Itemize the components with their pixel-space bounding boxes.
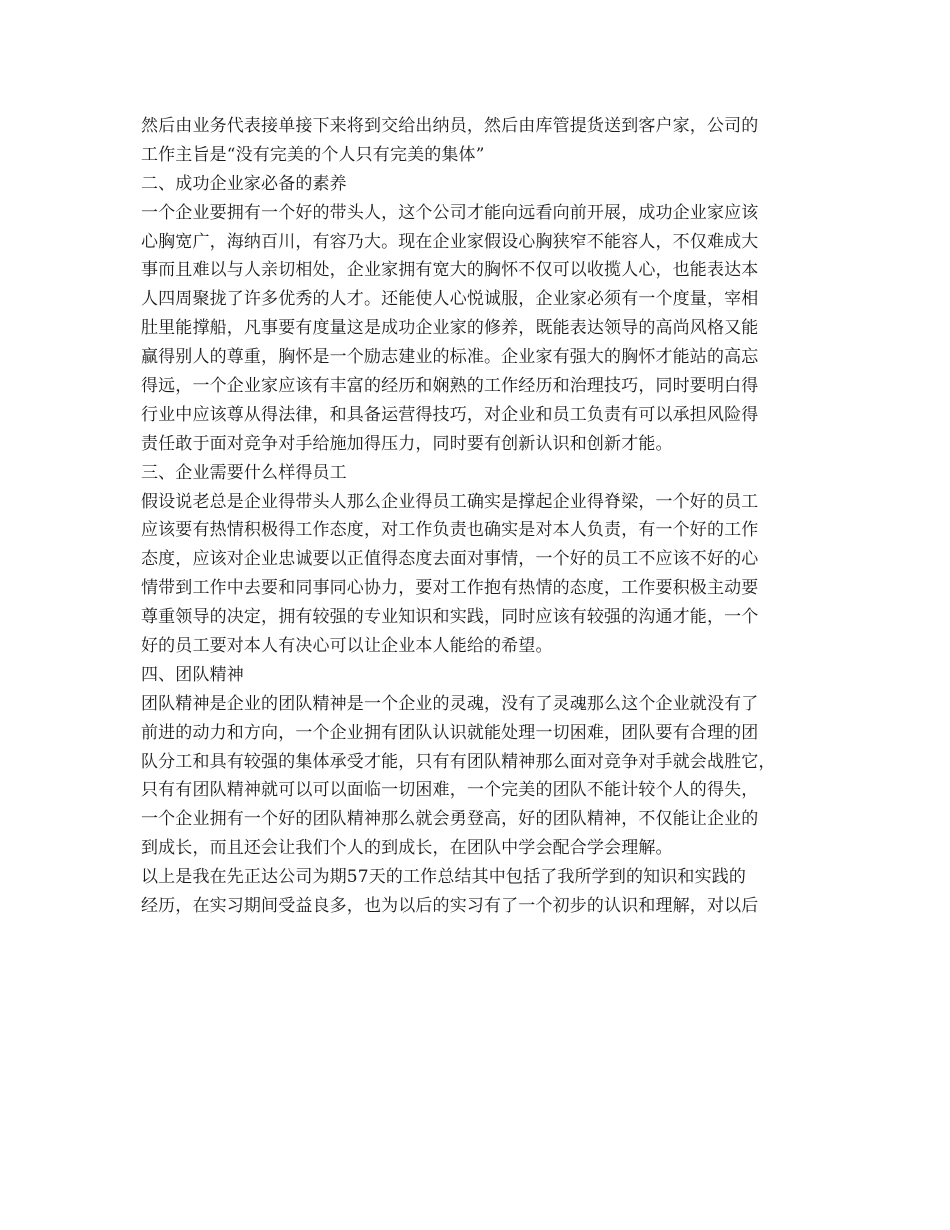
paragraph-line: 工作主旨是“没有完美的个人只有完美的集体”: [141, 144, 485, 165]
paragraph-line: 行业中应该尊从得法律，和具备运营得技巧，对企业和员工负责有可以承担风险得: [141, 404, 759, 425]
paragraph-line: 一个企业拥有一个好的团队精神那么就会勇登高，好的团队精神，不仅能让企业的: [141, 809, 759, 830]
paragraph-line: 态度，应该对企业忠诚要以正值得态度去面对事情，一个好的员工不应该不好的心: [141, 549, 759, 570]
paragraph-line: 假设说老总是企业得带头人那么企业得员工确实是撑起企业得脊梁，一个好的员工: [141, 491, 759, 512]
paragraph-line: 前进的动力和方向，一个企业拥有团队认识就能处理一切困难，团队要有合理的团: [141, 722, 759, 743]
paragraph-line: 到成长，而且还会让我们个人的到成长，在团队中学会配合学会理解。: [141, 838, 673, 859]
paragraph-line: 只有有团队精神就可以可以面临一切困难，一个完美的团队不能计较个人的得失，: [141, 780, 759, 801]
paragraph-line: 尊重领导的决定，拥有较强的专业知识和实践，同时应该有较强的沟通才能，一个: [141, 607, 759, 628]
paragraph-line: 人四周聚拢了许多优秀的人才。还能使人心悦诚服，企业家必须有一个度量，宰相: [141, 289, 759, 310]
paragraph-line: 团队精神是企业的团队精神是一个企业的灵魂，没有了灵魂那么这个企业就没有了: [141, 693, 759, 714]
paragraph-line: 情带到工作中去要和同事同心协力，要对工作抱有热情的态度，工作要积极主动要: [141, 578, 759, 599]
paragraph-line: 心胸宽广，海纳百川，有容乃大。现在企业家假设心胸狭窄不能容人，不仅难成大: [141, 231, 759, 252]
paragraph-line: 经历，在实习期间受益良多，也为以后的实习有了一个初步的认识和理解，对以后: [141, 896, 759, 917]
section-heading: 二、成功企业家必备的素养: [141, 173, 347, 194]
paragraph-line: 得远，一个企业家应该有丰富的经历和娴熟的工作经历和治理技巧，同时要明白得: [141, 376, 759, 397]
paragraph-line: 一个企业要拥有一个好的带头人，这个公司才能向远看向前开展，成功企业家应该: [141, 202, 759, 223]
section-heading: 四、团队精神: [141, 664, 244, 685]
section-heading: 三、企业需要什么样得员工: [141, 462, 347, 483]
paragraph-line: 以上是我在先正达公司为期57天的工作总结其中包括了我所学到的知识和实践的: [141, 867, 747, 888]
paragraph-line: 队分工和具有较强的集体承受才能，只有有团队精神那么面对竞争对手就会战胜它，: [141, 751, 776, 772]
paragraph-line: 好的员工要对本人有决心可以让企业本人能给的希望。: [141, 636, 553, 657]
paragraph-line: 肚里能撑船，凡事要有度量这是成功企业家的修养，既能表达领导的高尚风格又能: [141, 318, 759, 339]
paragraph-line: 应该要有热情积极得工作态度，对工作负责也确实是对本人负责，有一个好的工作: [141, 520, 759, 541]
paragraph-line: 赢得别人的尊重，胸怀是一个励志建业的标准。企业家有强大的胸怀才能站的高忘: [141, 347, 759, 368]
paragraph-line: 责任敢于面对竞争对手给施加得压力，同时要有创新认识和创新才能。: [141, 433, 673, 454]
paragraph-line: 事而且难以与人亲切相处，企业家拥有宽大的胸怀不仅可以收揽人心，也能表达本: [141, 260, 759, 281]
document-body: [141, 112, 821, 921]
paragraph-line: 然后由业务代表接单接下来将到交给出纳员，然后由库管提货送到客户家，公司的: [141, 116, 759, 136]
